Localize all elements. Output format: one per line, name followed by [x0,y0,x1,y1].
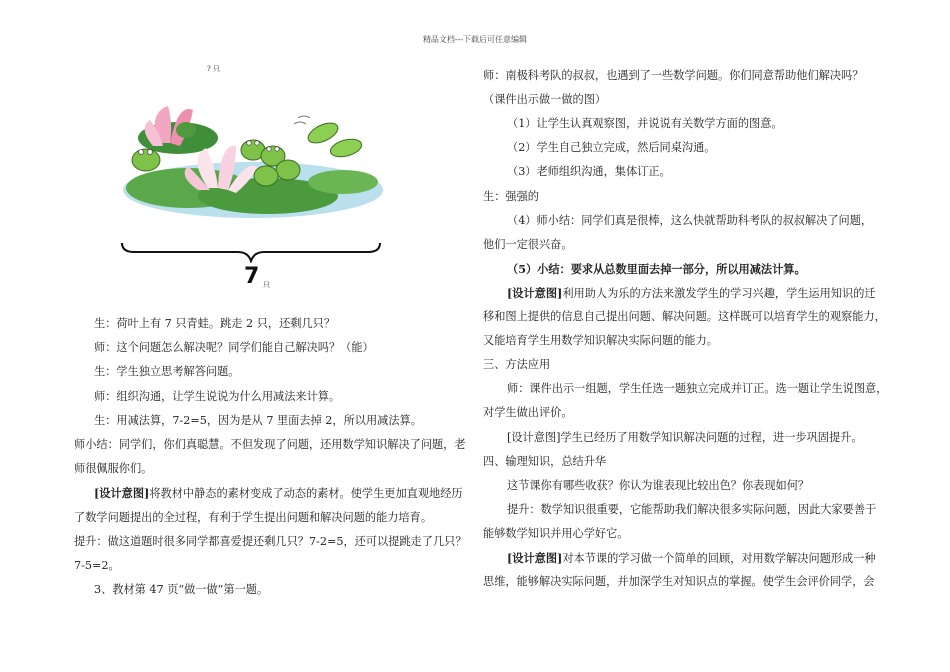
line-text: 7-5=2。 [74,559,120,572]
text-line [94,341,374,355]
text-line [507,382,887,396]
text-line [507,165,671,179]
text-line [483,358,550,372]
line-text: （1）让学生认真观察图，并说说有关数学方面的图意。 [507,117,783,131]
line-text: 这节课你有哪些收获？你认为谁表现比较出色？你表现如何？ [507,478,810,492]
line-text: 师：课件出示一组题，学生任选一题独立完成并订正。选一题让学生说图意， [507,382,888,396]
frogs-on-lotus-illustration [118,98,388,223]
text-line [483,310,886,324]
line-text: 师很佩服你们。 [74,462,153,476]
text-line [483,455,606,469]
text-line [507,117,783,131]
text-line [483,190,539,204]
line-text: 利用助人为乐的方法来激发学生的学习兴趣，学生运用知识的迁 [562,286,876,300]
unknown-count-label: ? 只 [207,65,220,73]
line-text: 对学生做出评价。 [483,406,573,420]
page-header: 精品文档---下载后可任意编辑 [422,35,528,44]
text-line [483,406,573,420]
text-line [94,317,335,331]
text-line [507,262,806,276]
total-brace [120,241,382,263]
line-text: 将教材中静态的素材变成了动态的素材。使学生更加直观地经历 [149,487,463,501]
line-text: 师小结：同学们，你们真聪慧。不但发现了问题，还用数学知识解决了问题，老 [74,438,466,451]
line-text: 3、教材第 47 页“做一做”第一题。 [94,583,269,597]
line-text: 他们一定很兴奋。 [483,237,573,251]
text-line [483,575,875,589]
text-line [94,583,268,597]
design-intent-tag: [设计意图] [507,551,563,565]
line-text: 提升：做这道题时很多同学都喜爱提还剩几只？7-2=5，还可以提跳走了几只？ [74,534,467,548]
text-line [74,511,432,525]
line-text: 了数学问题提出的全过程，有利于学生提出问题和解决问题的能力培育。 [74,510,433,524]
text-line [507,479,809,493]
jump-motion-lines [294,116,310,124]
text-line [94,414,422,428]
line-text: （3）老师组织沟通，集体订正。 [507,165,671,179]
total-number: 7 [244,264,260,289]
text-line [507,286,876,301]
frog-group-jumping [305,119,363,160]
text-line [74,535,467,549]
line-text: 三、方法应用 [483,358,551,372]
line-text: （2）学生自己独立完成，然后同桌沟通。 [507,141,716,155]
line-text: 生：荷叶上有 7 只青蛙。跳走 2 只，还剩几只？ [94,317,336,330]
line-text: 师：组织沟通，让学生说说为什么用减法来计算。 [94,389,341,403]
line-text: 师：这个问题怎么解决呢？同学们能自己解决吗？（能） [94,341,374,355]
text-line [483,527,628,541]
text-line [74,438,466,452]
line-text: 生：用减法算，7-2=5，因为是从 7 里面去掉 2，所以用减法算。 [94,413,422,427]
line-text: [设计意图]学生已经历了用数学知识解决问题的过程，进一步巩固提升。 [507,430,863,444]
design-intent-tag: [设计意图] [507,285,563,300]
text-line [507,503,876,517]
line-text: （4）师小结：同学们真是很棒，这么快就帮助科考队的叔叔解决了问题， [507,213,873,227]
text-line [483,93,606,107]
text-line [74,462,152,476]
design-intent-tag: [设计意图] [94,486,150,501]
line-text: 师：南极科考队的叔叔，也遇到了一些数学问题。你们同意帮助他们解决吗？ [483,69,864,82]
text-line [507,551,876,566]
text-line [94,390,340,404]
text-line [483,334,718,348]
line-text: （5）小结：要求从总数里面去掉一部分，所以用减法计算。 [507,261,806,276]
line-text: 能够数学知识并用心学好它。 [483,526,629,540]
line-text: 移和图上提供的信息自己提出问题、解决问题。这样既可以培育学生的观察能力， [483,310,886,323]
text-line [507,431,863,445]
line-text: 生：强强的 [483,189,539,203]
line-text: 四、输理知识，总结升华 [483,454,607,468]
line-text: 生：学生独立思考解答问题。 [94,365,240,379]
text-line [507,214,872,228]
line-text: 思维，能够解决实际问题，并加深学生对知识点的掌握。使学生会评价同学，会 [483,575,875,589]
line-text: 对本节课的学习做一个简单的回顾，对用数学解决问题形成一种 [562,552,876,565]
text-line [74,559,120,573]
text-line [94,486,463,501]
text-line [507,141,716,155]
total-unit: 只 [263,281,270,289]
line-text: 又能培育学生用数学知识解决实际问题的能力。 [483,334,718,348]
text-line [94,365,239,379]
lotus-pod [176,122,196,138]
line-text: 提升：数学知识很重要，它能帮助我们解决很多实际问题，因此大家要善于 [507,502,877,516]
line-text: （课件出示做一做的图） [483,93,607,107]
lily-pad-right [308,170,378,194]
text-line [483,69,863,83]
text-line [483,238,573,252]
